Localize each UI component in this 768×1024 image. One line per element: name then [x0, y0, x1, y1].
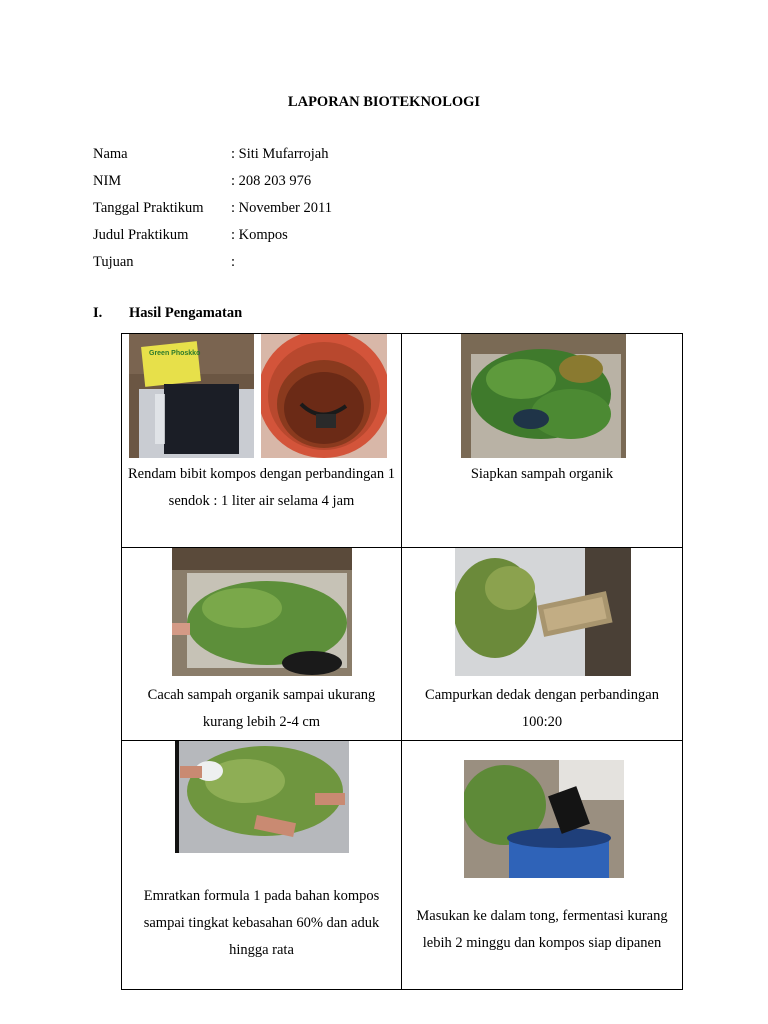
photo-chopping-waste-image [172, 548, 352, 676]
info-label: Tujuan [93, 254, 134, 270]
info-label: NIM [93, 173, 122, 189]
observation-cell [402, 548, 683, 741]
info-value: : [231, 254, 236, 270]
photo-organic-waste-image [461, 334, 626, 458]
step-caption: Campurkan dedak dengan perbandingan 100:20 [425, 687, 659, 730]
photo-chopping-waste [172, 548, 352, 676]
photo-mixing-bran [455, 548, 631, 676]
observation-cell [122, 741, 402, 990]
photo-mixing-formula-image [175, 741, 349, 853]
step-caption: Siapkan sampah organik [470, 466, 614, 482]
photo-mixing-formula [175, 741, 349, 853]
info-label: Judul Praktikum [93, 227, 189, 243]
observation-cell [402, 741, 683, 990]
photo-soaking-bucket [261, 334, 387, 458]
photo-compost-starter [129, 334, 254, 458]
info-value: : Kompos [231, 227, 288, 243]
observation-cell [122, 548, 402, 741]
photo-soaking-bucket-image [261, 334, 387, 458]
info-label: Tanggal Praktikum [93, 200, 204, 216]
info-value: : 208 203 976 [231, 173, 312, 189]
info-value: : November 2011 [231, 200, 332, 216]
step-caption: Masukan ke dalam tong, fermentasi kurang lebih 2 minggu dan kompos siap dipanen [416, 908, 668, 951]
info-label: Nama [93, 146, 128, 162]
observation-cell [402, 334, 683, 548]
report-title: LAPORAN BIOTEKNOLOGI [287, 94, 481, 110]
step-caption: Cacah sampah organik sampai ukurang kurang lebih 2-4 cm [147, 687, 376, 730]
section-title: Hasil Pengamatan [129, 305, 243, 321]
observation-table [121, 333, 683, 990]
photo-organic-waste [461, 334, 626, 458]
info-value: : Siti Mufarrojah [231, 146, 329, 162]
step-caption: Emratkan formula 1 pada bahan kompos sampai tingkat kebasahan 60% dan aduk hingga rata [143, 888, 380, 958]
section-number: I. [93, 305, 103, 321]
photo-mixing-bran-image [455, 548, 631, 676]
photo-fermenting-barrel-image [464, 760, 624, 878]
step-caption: Rendam bibit kompos dengan perbandingan 1 sendok : 1 liter air selama 4 jam [128, 466, 395, 509]
photo-label: Green Phoskko [149, 350, 201, 357]
photo-fermenting-barrel [464, 760, 624, 878]
observation-cell [122, 334, 402, 548]
